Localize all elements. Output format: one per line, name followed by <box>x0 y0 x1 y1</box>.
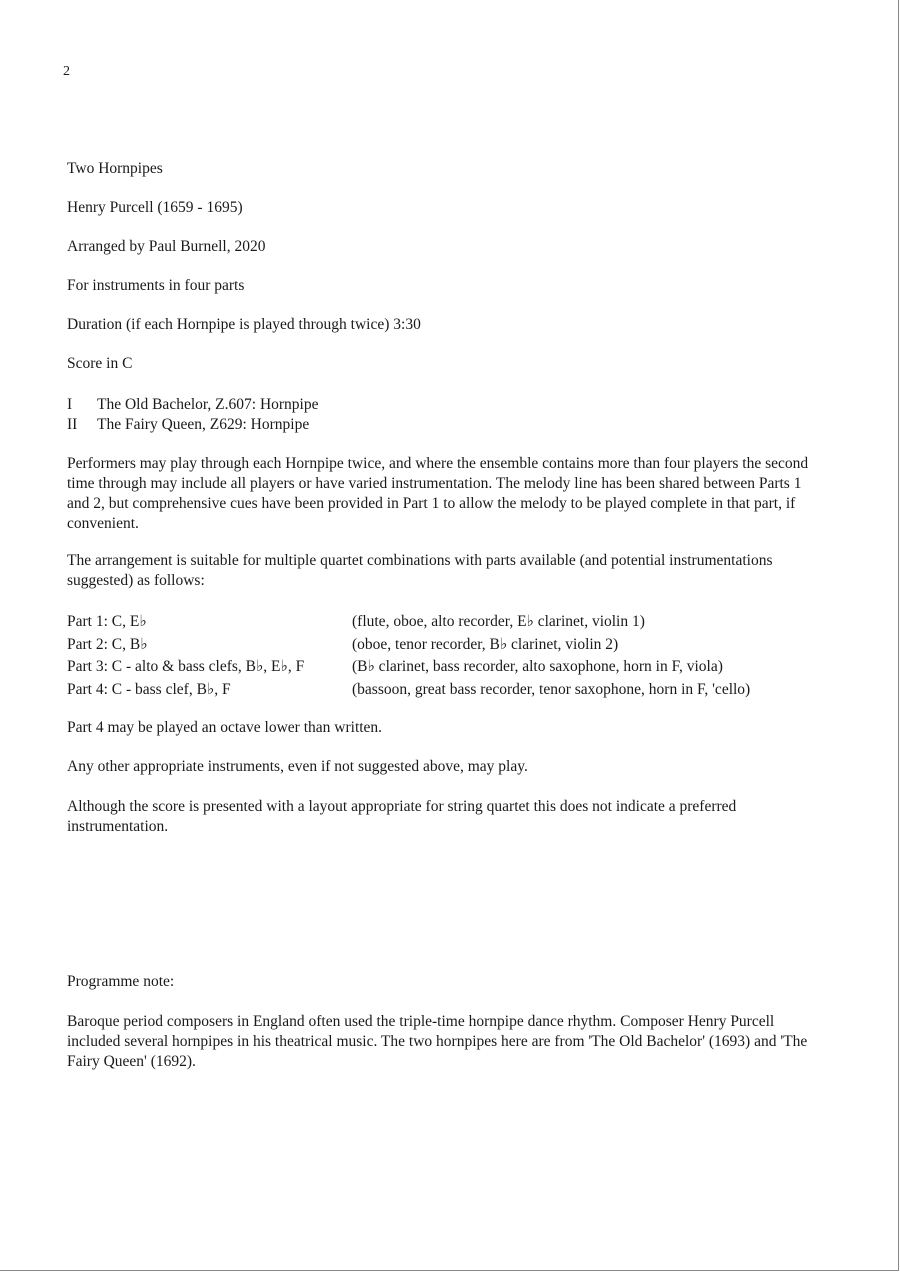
score-key-line: Score in C <box>67 355 133 372</box>
programme-heading: Programme note: <box>67 973 175 990</box>
movement-number: II <box>67 416 78 433</box>
duration-line: Duration (if each Hornpipe is played through twice) 3:30 <box>67 316 421 333</box>
octave-note: Part 4 may be played an octave lower than written. <box>67 719 383 736</box>
movement-item <box>67 395 319 415</box>
part-instruments: (bassoon, great bass recorder, tenor saxophone, horn in F, 'cello) <box>352 680 751 698</box>
movement-list <box>67 395 319 435</box>
part-row <box>67 679 750 702</box>
programme-text: Baroque period composers in England often used the triple-time hornpipe dance rhythm. Composer Henry Purcell included several hornpipes in his theatrical music. The two hornpipes here are from 'The Old Bachelor' (1693) and 'The Fairy Queen' (1692). <box>67 1013 808 1070</box>
movement-title: The Old Bachelor, Z.607: Hornpipe <box>97 396 319 413</box>
part-name: Part 2: C, B♭ <box>67 635 148 653</box>
part-row <box>67 634 750 657</box>
movement-number: I <box>67 396 73 413</box>
other-instruments-note: Any other appropriate instruments, even if not suggested above, may play. <box>67 758 528 775</box>
part-instruments: (flute, oboe, alto recorder, E♭ clarinet, violin 1) <box>352 613 645 630</box>
page-number: 2 <box>63 64 70 79</box>
parts-intro: The arrangement is suitable for multiple quartet combinations with parts available (and potential instrumentations suggested) as follows: <box>67 552 773 589</box>
score-title: Two Hornpipes <box>67 160 163 177</box>
parts-list <box>67 611 750 701</box>
movement-title: The Fairy Queen, Z629: Hornpipe <box>97 416 310 433</box>
part-name: Part 1: C, E♭ <box>67 613 147 630</box>
scoring-line: For instruments in four parts <box>67 277 245 294</box>
part-row <box>67 611 750 634</box>
arranger-line: Arranged by Paul Burnell, 2020 <box>67 238 266 255</box>
part-instruments: (B♭ clarinet, bass recorder, alto saxophone, horn in F, viola) <box>352 658 723 675</box>
part-name: Part 3: C - alto & bass clefs, B♭, E♭, F <box>67 658 305 675</box>
composer-line: Henry Purcell (1659 - 1695) <box>67 199 243 216</box>
part-name: Part 4: C - bass clef, B♭, F <box>67 680 231 698</box>
movement-item <box>67 415 319 435</box>
part-row <box>67 656 750 679</box>
performance-note: Performers may play through each Hornpipe twice, and where the ensemble contains more than four players the second time through may include all players or have varied instrumentation. The melody line has been shared between Parts 1 and 2, but comprehensive cues have been provided in Part 1 to allow the melody to be played complete in that part, if convenient. <box>67 455 809 532</box>
layout-note: Although the score is presented with a layout appropriate for string quartet this does not indicate a preferred instrumentation. <box>67 798 737 835</box>
part-instruments: (oboe, tenor recorder, B♭ clarinet, violin 2) <box>352 635 619 653</box>
